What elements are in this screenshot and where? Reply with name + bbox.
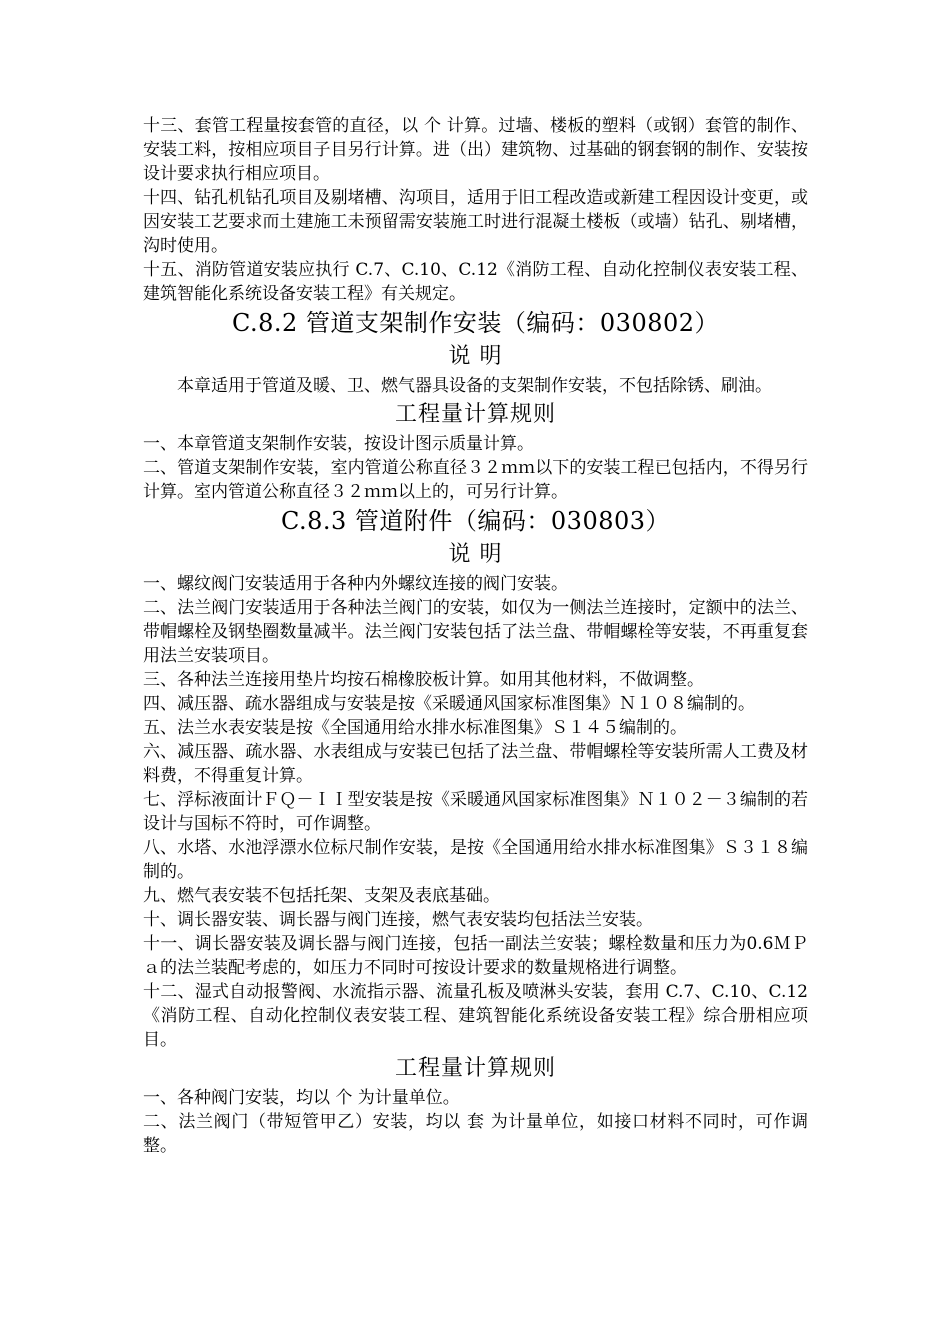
section-c83-explain-12: 十二、湿式自动报警阀、水流指示器、流量孔板及喷淋头安装，套用 C.7、C.10、C.12《消防工程、自动化控制仪表安装工程、建筑智能化系统设备安装工程》综合册相应项目。 — [143, 982, 808, 1050]
section-c82-rules-heading: 工程量计算规则 — [394, 402, 556, 427]
section-c83-rules-heading: 工程量计算规则 — [394, 1056, 556, 1081]
section-c83-explain-2: 二、法兰阀门安装适用于各种法兰阀门的安装，如仅为一侧法兰连接时，定额中的法兰、带帽螺栓及钢垫圈数量减半。法兰阀门安装包括了法兰盘、带帽螺栓等安装，不再重复套用法兰安装项目。 — [143, 598, 808, 666]
section-c82-explain-text: 本章适用于管道及暖、卫、燃气器具设备的支架制作安装，不包括除锈、刷油。 — [177, 376, 772, 396]
section-c83-explain-5: 五、法兰水表安装是按《全国通用给水排水标准图集》Ｓ１４５编制的。 — [143, 718, 687, 738]
section-c83-explain-6: 六、减压器、疏水器、水表组成与安装已包括了法兰盘、带帽螺栓等安装所需人工费及材料费，不得重复计算。 — [143, 742, 808, 786]
section-c83-rule-2: 二、法兰阀门（带短管甲乙）安装，均以 套 为计量单位，如接口材料不同时，可作调整。 — [143, 1112, 808, 1156]
section-c83-explain-3: 三、各种法兰连接用垫片均按石棉橡胶板计算。如用其他材料，不做调整。 — [143, 670, 704, 690]
section-c82-rule-1: 一、本章管道支架制作安装，按设计图示质量计算。 — [143, 434, 534, 454]
document-body — [143, 114, 808, 1158]
section-c83-explain-8: 八、水塔、水池浮漂水位标尺制作安装，是按《全国通用给水排水标准图集》Ｓ３１８编制的。 — [143, 838, 808, 882]
section-c83-explain-1: 一、螺纹阀门安装适用于各种内外螺纹连接的阀门安装。 — [143, 574, 568, 594]
paragraph-13: 十三、套管工程量按套管的直径，以 个 计算。过墙、楼板的塑料（或钢）套管的制作、安装工料，按相应项目子目另行计算。进（出）建筑物、过基础的钢套钢的制作、安装按设计要求执行相应项目。 — [143, 116, 808, 184]
section-c83-explain-4: 四、减压器、疏水器组成与安装是按《采暖通风国家标准图集》Ｎ１０８编制的。 — [143, 694, 755, 714]
section-c82-explain-heading: 说 明 — [448, 344, 503, 369]
section-c82-title: C.8.2 管道支架制作安装（编码：030802） — [231, 309, 720, 337]
section-c83-rule-1: 一、各种阀门安装，均以 个 为计量单位。 — [143, 1088, 460, 1108]
section-c83-explain-9: 九、燃气表安装不包括托架、支架及表底基础。 — [143, 886, 500, 906]
paragraph-15: 十五、消防管道安装应执行 C.7、C.10、C.12《消防工程、自动化控制仪表安装工程、建筑智能化系统设备安装工程》有关规定。 — [143, 260, 808, 304]
section-c83-title: C.8.3 管道附件（编码：030803） — [280, 507, 671, 535]
section-c82-rule-2: 二、管道支架制作安装，室内管道公称直径３２ｍｍ以下的安装工程已包括内，不得另行计算。室内管道公称直径３２ｍｍ以上的，可另行计算。 — [143, 458, 808, 502]
section-c83-explain-11: 十一、调长器安装及调长器与阀门连接，包括一副法兰安装；螺栓数量和压力为0.6ＭＰａ的法兰装配考虑的，如压力不同时可按设计要求的数量规格进行调整。 — [143, 934, 808, 978]
section-c83-explain-7: 七、浮标液面计ＦＱ－ＩＩ型安装是按《采暖通风国家标准图集》Ｎ１０２－３编制的若设计与国标不符时，可作调整。 — [143, 790, 808, 834]
section-c83-explain-10: 十、调长器安装、调长器与阀门连接，燃气表安装均包括法兰安装。 — [143, 910, 653, 930]
section-c83-explain-heading: 说 明 — [448, 542, 503, 567]
paragraph-14: 十四、钻孔机钻孔项目及剔堵槽、沟项目，适用于旧工程改造或新建工程因设计变更，或因安装工艺要求而土建施工未预留需安装施工时进行混凝土楼板（或墙）钻孔、剔堵槽，沟时使用。 — [143, 188, 808, 256]
